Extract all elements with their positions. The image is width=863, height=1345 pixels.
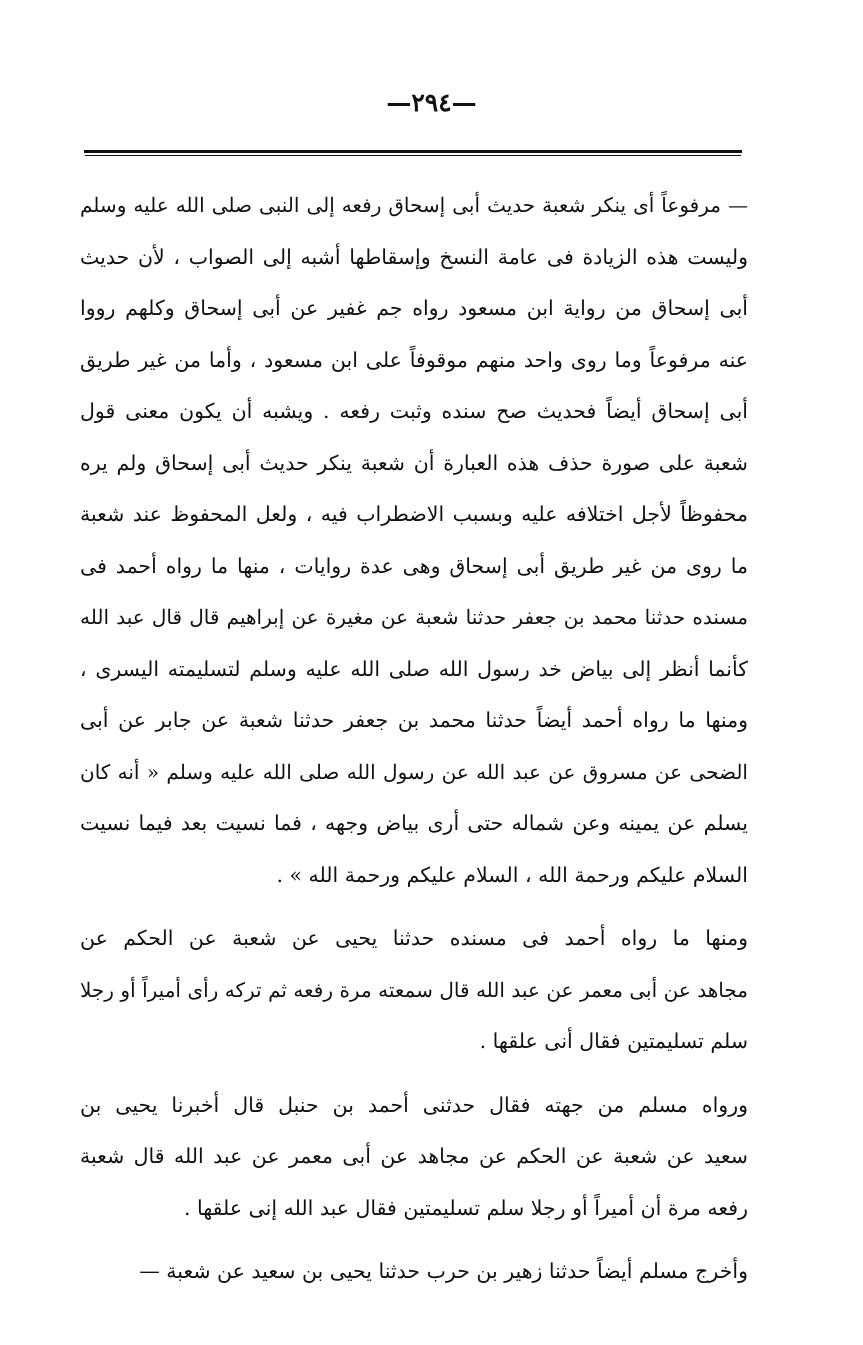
paragraph-gap [80, 1234, 748, 1246]
paragraph [80, 180, 748, 901]
text-line: مجاهد عن أبى معمر عن عبد الله قال سمعته مرة رفعه ثم تركه رأى أميراً أو رجلا [80, 977, 748, 1002]
text-line: وليست هذه الزيادة فى عامة النسخ وإسقاطها أشبه إلى الصواب ، لأن حديث [80, 244, 748, 269]
paragraph [80, 913, 748, 1068]
text-line: الضحى عن مسروق عن عبد الله عن رسول الله صلى الله عليه وسلم « أنه كان [80, 759, 748, 784]
page-number: —٢٩٤— [386, 88, 477, 117]
paragraph-gap [80, 901, 748, 913]
text-line: كأنما أنظر إلى بياض خد رسول الله صلى الله عليه وسلم لتسليمته اليسرى ، [80, 656, 748, 681]
text-line: مسنده حدثنا محمد بن جعفر حدثنا شعبة عن مغيرة عن إبراهيم قال قال عبد الله [80, 605, 748, 629]
text-line: سعيد عن شعبة عن الحكم عن مجاهد عن أبى معمر عن عبد الله قال شعبة [80, 1144, 748, 1168]
paragraph [80, 1246, 748, 1298]
text-line: ما روى من غير طريق أبى إسحاق وهى عدة روايات ، منها ما رواه أحمد فى [80, 553, 748, 578]
text-line: محفوظاً لأجل اختلافه عليه وبسبب الاضطراب فيه ، ولعل المحفوظ عند شعبة [80, 502, 748, 526]
header-rule [84, 150, 742, 153]
text-line: يسلم عن يمينه وعن شماله حتى أرى بياض وجهه ، فما نسيت بعد فيما نسيت [80, 811, 748, 835]
text-line: ومنها ما رواه أحمد أيضاً حدثنا محمد بن جعفر حدثنا شعبة عن جابر عن أبى [80, 708, 748, 732]
text-line: سلم تسليمتين فقال أنى علقها . [479, 1029, 748, 1053]
text-line: عنه مرفوعاً وما روى واحد منهم موقوفاً على ابن مسعود ، وأما من غير طريق [80, 347, 748, 372]
paragraph [80, 1080, 748, 1235]
paragraph-gap [80, 1068, 748, 1080]
text-line: ومنها ما رواه أحمد فى مسنده حدثنا يحيى عن شعبة عن الحكم عن [80, 926, 748, 950]
text-line: السلام عليكم ورحمة الله ، السلام عليكم ورحمة الله » . [276, 862, 748, 887]
text-line: رفعه مرة أن أميراً أو رجلا سلم تسليمتين فقال عبد الله إنى علقها . [183, 1195, 748, 1220]
text-line: أبى إسحاق أيضاً فحديث صح سنده وثبت رفعه . ويشبه أن يكون معنى قول [80, 399, 748, 423]
text-line: — مرفوعاً أى ينكر شعبة حديث أبى إسحاق رفعه إلى النبى صلى الله عليه وسلم [80, 193, 748, 217]
text-line: وأخرج مسلم أيضاً حدثنا زهير بن حرب حدثنا يحيى بن سعيد عن شعبة — [139, 1259, 748, 1283]
text-line: أبى إسحاق من رواية ابن مسعود رواه جم غفير عن أبى إسحاق وكلهم رووا [80, 296, 748, 320]
text-line: ورواه مسلم من جهته فقال حدثنى أحمد بن حنبل قال أخبرنا يحيى بن [80, 1092, 748, 1117]
body-text [80, 180, 748, 1298]
text-line: شعبة على صورة حذف هذه العبارة أن شعبة ينكر حديث أبى إسحاق ولم يره [80, 450, 748, 475]
